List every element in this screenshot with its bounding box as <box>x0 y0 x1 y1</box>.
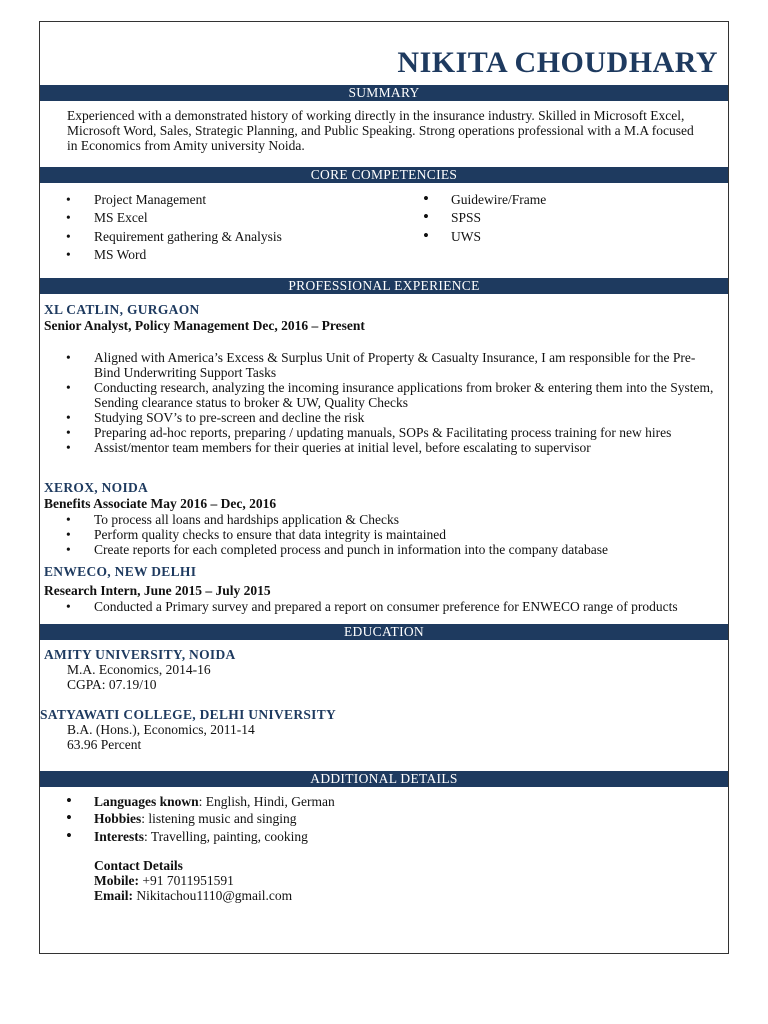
company-name: XL CATLIN, GURGAON <box>44 302 200 317</box>
job-bullet: • Aligned with America’s Excess & Surplus Unit of Property & Casualty Insurance, I am responsible for the Pre- Bind Underwriting Support Tasks <box>94 350 695 380</box>
competencies-heading: CORE COMPETENCIES <box>40 167 728 183</box>
summary-line: Microsoft Word, Sales, Strategic Planning, and Public Speaking. Strong operations professional with a M.A focused <box>67 123 694 138</box>
job-bullet: • Conducting research, analyzing the incoming insurance applications from broker & entering them into the System, Sending clearance status to broker & UW, Quality Checks <box>94 380 713 410</box>
education-detail: CGPA: 07.19/10 <box>67 677 157 692</box>
summary-line: Experienced with a demonstrated history of working directly in the insurance industry. Skilled in Microsoft Excel, <box>67 108 685 123</box>
job-role: Senior Analyst, Policy Management Dec, 2016 – Present <box>44 318 365 333</box>
company-name: XEROX, NOIDA <box>44 480 149 495</box>
job-bullet: • Studying SOV’s to pre-screen and decline the risk <box>94 410 364 425</box>
additional-heading: ADDITIONAL DETAILS <box>40 771 728 787</box>
resume-page <box>39 21 729 954</box>
job-role: Benefits Associate May 2016 – Dec, 2016 <box>44 496 277 511</box>
education-detail: M.A. Economics, 2014-16 <box>67 662 211 677</box>
competency-item: • Project Management <box>94 192 206 207</box>
contact-email[interactable]: Email: Nikitachou1110@gmail.com <box>94 888 293 903</box>
additional-item: • Languages known: English, Hindi, German <box>94 794 335 809</box>
job-bullet: • To process all loans and hardships application & Checks <box>94 512 399 527</box>
additional-item: • Hobbies: listening music and singing <box>94 811 297 826</box>
contact-mobile: Mobile: +91 7011951591 <box>94 873 234 888</box>
education-heading: EDUCATION <box>40 624 728 640</box>
school-name: AMITY UNIVERSITY, NOIDA <box>44 647 236 662</box>
summary-heading: SUMMARY <box>40 85 728 101</box>
school-name: SATYAWATI COLLEGE, DELHI UNIVERSITY <box>40 707 337 722</box>
education-detail: B.A. (Hons.), Economics, 2011-14 <box>67 722 255 737</box>
competency-item: • MS Word <box>94 247 146 262</box>
job-bullet: • Create reports for each completed process and punch in information into the company database <box>94 542 608 557</box>
job-bullet: • Conducted a Primary survey and prepared a report on consumer preference for ENWECO range of products <box>94 599 678 614</box>
competency-item: • Guidewire/Frame <box>451 192 546 207</box>
job-bullet: • Perform quality checks to ensure that data integrity is maintained <box>94 527 446 542</box>
education-detail: 63.96 Percent <box>67 737 142 752</box>
job-bullet: • Preparing ad-hoc reports, preparing / updating manuals, SOPs & Facilitating process training for new hires <box>94 425 671 440</box>
competency-item: • SPSS <box>451 210 481 225</box>
job-role: Research Intern, June 2015 – July 2015 <box>44 583 271 598</box>
experience-heading: PROFESSIONAL EXPERIENCE <box>40 278 728 294</box>
candidate-name: NIKITA CHOUDHARY <box>397 46 718 79</box>
competency-item: • UWS <box>451 229 481 244</box>
company-name: ENWECO, NEW DELHI <box>44 564 197 579</box>
contact-heading: Contact Details <box>94 858 183 873</box>
job-bullet: • Assist/mentor team members for their queries at initial level, before escalating to supervisor <box>94 440 591 455</box>
additional-item: • Interests: Travelling, painting, cooking <box>94 829 308 844</box>
competency-item: • Requirement gathering & Analysis <box>94 229 282 244</box>
competency-item: • MS Excel <box>94 210 148 225</box>
summary-line: in Economics from Amity university Noida. <box>67 138 305 153</box>
